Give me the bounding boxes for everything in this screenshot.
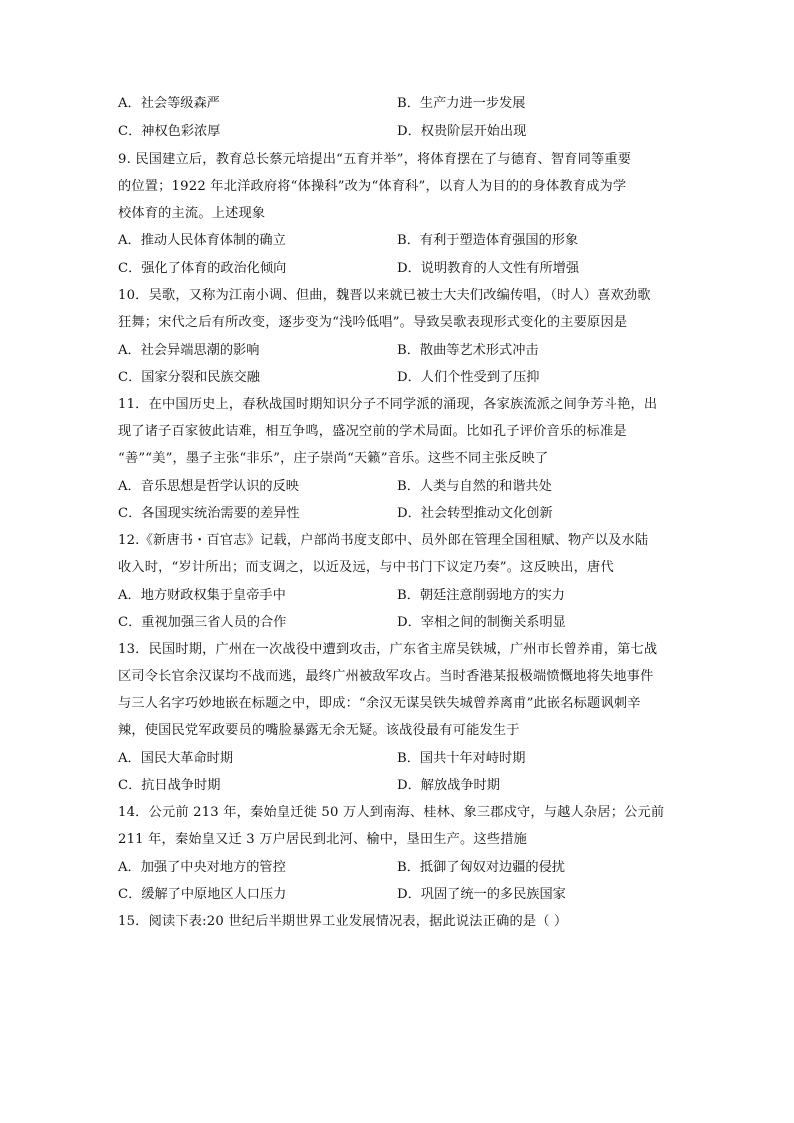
q8-option-a[interactable]: A．社会等级森严 bbox=[118, 96, 220, 111]
q13-stem-line-2: 区司令长官余汉谋均不战而逃，最终广州被敌军攻占。当时香港某报极端愤慨地将失地事件 bbox=[118, 669, 654, 684]
q13-option-a[interactable]: A．国民大革命时期 bbox=[118, 751, 234, 766]
q9-stem-line-1: 9. 民国建立后，教育总长蔡元培提出“五育并举”，将体育摆在了与德育、智育同等重要 bbox=[118, 152, 632, 167]
q8-option-c[interactable]: C．神权色彩浓厚 bbox=[118, 124, 221, 139]
q14-stem-line-2: 211 年，秦始皇又迁 3 万户居民到北河、榆中，垦田生产。这些措施 bbox=[118, 832, 527, 847]
q10-option-d[interactable]: D．人们个性受到了压抑 bbox=[397, 370, 540, 385]
q13-option-b[interactable]: B．国共十年对峙时期 bbox=[397, 751, 526, 766]
q14-option-c[interactable]: C．缓解了中原地区人口压力 bbox=[118, 887, 287, 902]
q9-stem-line-2: 的位置；1922 年北洋政府将“体操科”改为“体育科”，以育人为目的的身体教育成为学 bbox=[118, 179, 627, 194]
q12-stem-line-1: 12.《新唐书・百官志》记载，户部尚书度支郎中、员外郎在管理全国租赋、物产以及水陆 bbox=[118, 533, 649, 548]
q13-stem-line-1: 13．民国时期，广州在一次战役中遭到攻击，广东省主席吴铁城，广州市长曾养甫，第七战 bbox=[118, 642, 658, 657]
q10-option-b[interactable]: B．散曲等艺术形式冲击 bbox=[397, 343, 539, 358]
q8-option-d[interactable]: D．权贵阶层开始出现 bbox=[397, 124, 527, 139]
q11-option-a[interactable]: A．音乐思想是哲学认识的反映 bbox=[118, 479, 299, 494]
q13-option-c[interactable]: C．抗日战争时期 bbox=[118, 778, 221, 793]
q9-stem-line-3: 校体育的主流。上述现象 bbox=[118, 206, 266, 221]
q10-stem-line-1: 10．吴歌，又称为江南小调、但曲，魏晋以来就已被士大夫们改编传唱，（时人）喜欢劲歌 bbox=[118, 288, 651, 303]
q13-stem-line-3: 与三人名字巧妙地嵌在标题之中，即成：“余汉无谋吴铁失城曾养离甫”此嵌名标题讽刺辛 bbox=[118, 696, 641, 711]
q13-stem-line-4: 辣，使国民党军政要员的嘴脸暴露无余无疑。该战役最有可能发生于 bbox=[118, 723, 520, 738]
q14-stem-line-1: 14．公元前 213 年，秦始皇迁徙 50 万人到南海、桂林、象三郡戍守，与越人杂居；公元前 bbox=[118, 805, 665, 820]
q14-option-d[interactable]: D．巩固了统一的多民族国家 bbox=[397, 887, 566, 902]
q11-option-b[interactable]: B．人类与自然的和谐共处 bbox=[397, 479, 552, 494]
q10-option-a[interactable]: A．社会异端思潮的影响 bbox=[118, 343, 260, 358]
q11-option-d[interactable]: D．社会转型推动文化创新 bbox=[397, 506, 553, 521]
q12-option-c[interactable]: C．重视加强三省人员的合作 bbox=[118, 615, 287, 630]
q9-option-c[interactable]: C．强化了体育的政治化倾向 bbox=[118, 261, 287, 276]
q9-option-a[interactable]: A．推动人民体育体制的确立 bbox=[118, 233, 286, 248]
q12-option-a[interactable]: A．地方财政权集于皇帝手中 bbox=[118, 588, 286, 603]
q14-option-b[interactable]: B．抵御了匈奴对边疆的侵扰 bbox=[397, 860, 565, 875]
q10-option-c[interactable]: C．国家分裂和民族交融 bbox=[118, 370, 260, 385]
q11-stem-line-1: 11．在中国历史上，春秋战国时期知识分子不同学派的涌现，各家族流派之间争芳斗艳，出 bbox=[118, 397, 658, 412]
q13-option-d[interactable]: D．解放战争时期 bbox=[397, 778, 500, 793]
q12-option-b[interactable]: B．朝廷注意削弱地方的实力 bbox=[397, 588, 565, 603]
q11-stem-line-2: 现了诸子百家彼此诘难，相互争鸣，盛况空前的学术局面。比如孔子评价音乐的标准是 bbox=[118, 424, 627, 439]
q15-stem-line-1: 15．阅读下表:20 世纪后半期世界工业发展情况表，据此说法正确的是（ ） bbox=[118, 914, 568, 929]
q11-stem-line-3: “善”“美”，墨子主张“非乐”，庄子崇尚“天籁”音乐。这些不同主张反映了 bbox=[118, 451, 549, 466]
q14-option-a[interactable]: A．加强了中央对地方的管控 bbox=[118, 860, 286, 875]
q8-option-b[interactable]: B．生产力进一步发展 bbox=[397, 96, 526, 111]
q12-stem-line-2: 收入时，“岁计所出；而支调之，以近及远，与中书门下议定乃奏”。这反映出，唐代 bbox=[118, 560, 614, 575]
q10-stem-line-2: 狂舞；宋代之后有所改变，逐步变为“浅吟低唱”。导致吴歌表现形式变化的主要原因是 bbox=[118, 315, 628, 330]
q12-option-d[interactable]: D．宰相之间的制衡关系明显 bbox=[397, 615, 566, 630]
q11-option-c[interactable]: C．各国现实统治需要的差异性 bbox=[118, 506, 300, 521]
q9-option-d[interactable]: D．说明教育的人文性有所增强 bbox=[397, 261, 580, 276]
q9-option-b[interactable]: B．有利于塑造体育强国的形象 bbox=[397, 233, 579, 248]
